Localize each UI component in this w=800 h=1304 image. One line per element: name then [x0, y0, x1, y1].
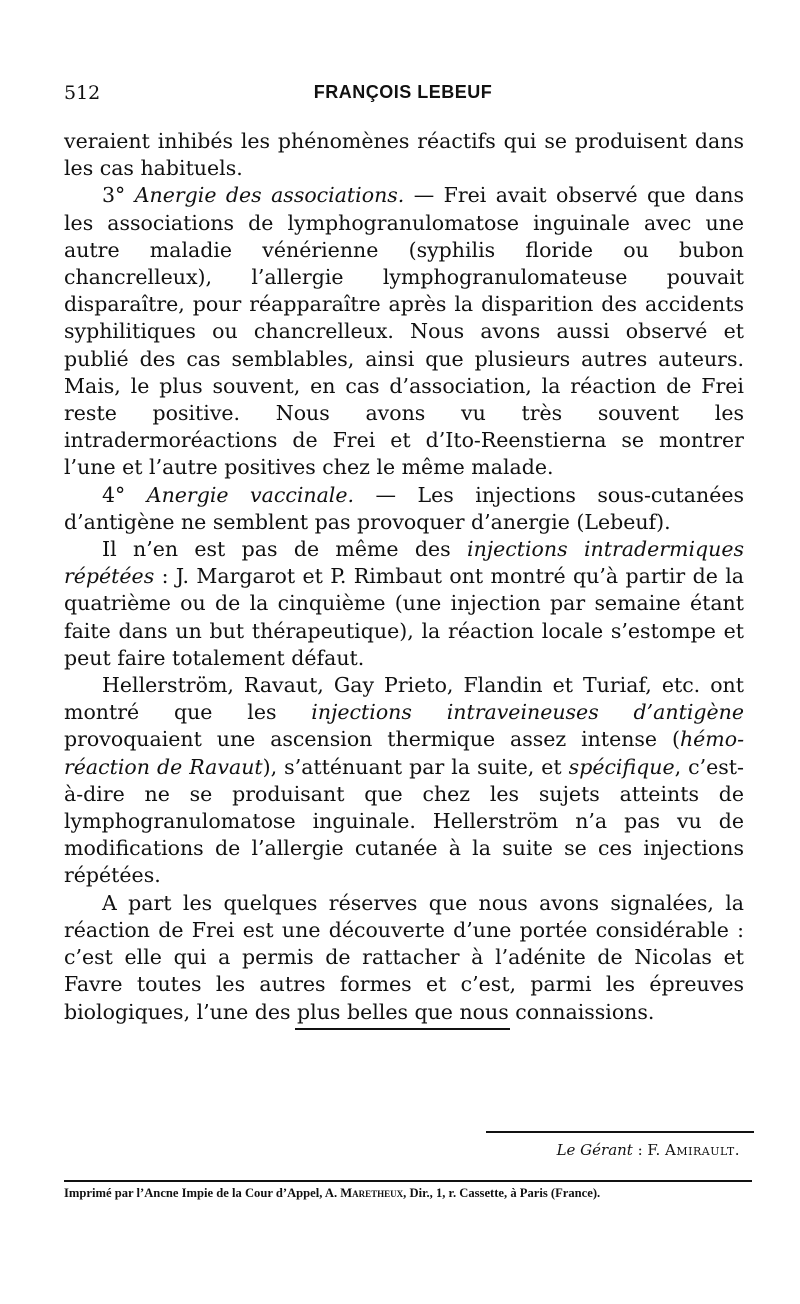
gerant-name: Amirault. — [665, 1141, 740, 1159]
section-separator — [295, 1028, 510, 1030]
page-header — [64, 82, 742, 112]
paragraph-6 — [64, 890, 744, 1026]
paragraph-4 — [64, 536, 744, 672]
imprint-text: Imprimé par l’Ancne Impie de la Cour d’Appel, A. — [64, 1186, 341, 1200]
paragraph-2 — [64, 182, 744, 481]
gerant-line — [557, 1141, 740, 1159]
paragraph-6-text: A part les quelques réserves que nous avons signalées, la réaction de Frei est une découverte d’une portée considérable : c’est elle qui a permis de rattacher à l’adénite de Nicolas et Favre toutes les autres formes et c’est, parmi les épreuves biologiques, l’une des plus belles que nous connaissions. — [64, 890, 744, 1024]
footer-rule — [486, 1131, 754, 1133]
paragraph-5-text: Hellerström, Ravaut, Gay Prieto, Flandin et Turiaf, etc. ont montré que les — [64, 673, 744, 725]
imprint-rule — [64, 1180, 752, 1182]
paragraph-2-text: — Frei avait observé que dans les associations de lymphogranulomatose inguinale avec une autre maladie vénérienne (syphilis floride ou bubon chancrelleux), l’allergie lymphogranulomateuse pouvait disparaître, pour réapparaître après la disparition des accidents syphilitiques ou chancrelleux. Nous avons aussi observé et publié des cas semblables, ainsi que plusieurs autres auteurs. Mais, le plus souvent, en cas d’association, la réaction de Frei reste positive. Nous avons vu très souvent les intradermoréactions de Frei et d’Ito-Reenstierna se montrer l’une et l’autre positives chez le même malade. — [64, 183, 744, 480]
section-title: Anergie vaccinale. — [146, 482, 354, 507]
gerant-separator: : F. — [632, 1141, 666, 1159]
paragraph-1-text: veraient inhibés les phénomènes réactifs qui se produisent dans les cas habituels. — [64, 129, 744, 181]
paragraph-3 — [64, 482, 744, 536]
gerant-label: Le Gérant — [556, 1141, 633, 1159]
imprint-text: , Dir., 1, r. Cassette, à Paris (France). — [403, 1186, 601, 1200]
emphasis: spécifique — [568, 754, 675, 779]
paragraph-5-text: provoquaient une ascension thermique assez intense ( — [64, 727, 680, 752]
section-number: 4° — [102, 482, 147, 507]
paragraph-5-text: , c’est-à-dire ne se produisant que chez les sujets atteints de lymphogranulomatose inguinale. Hellerström n’a pas vu de modifications de l’allergie cutanée à la suite se ces injections répétées. — [64, 754, 744, 888]
paragraph-4-text: Il n’en est pas de même des — [102, 537, 468, 562]
imprint-director: Maretheux — [340, 1186, 404, 1200]
emphasis: injections intradermiques répétées — [64, 537, 745, 589]
paragraph-5 — [64, 672, 744, 890]
paragraph-3-text: — Les injections sous-cutanées d’antigène ne semblent pas provoquer d’anergie (Lebeuf). — [64, 482, 744, 534]
page-number: 512 — [64, 82, 101, 104]
imprint-line — [64, 1186, 752, 1201]
emphasis: hémo-réaction de Ravaut — [64, 727, 744, 779]
paragraph-4-text: : J. Margarot et P. Rimbaut ont montré qu’à partir de la quatrième ou de la cinquième (une injection par semaine étant faite dans un but thérapeutique), la réaction locale s’estompe et peut faire totalement défaut. — [64, 564, 744, 670]
paragraph-5-text: ), s’atténuant par la suite, et — [262, 754, 569, 779]
body-text — [64, 128, 744, 1026]
emphasis: injections intraveineuses d’antigène — [311, 700, 744, 725]
running-head: FRANÇOIS LEBEUF — [313, 82, 493, 102]
section-number: 3° — [102, 183, 135, 208]
paragraph-1 — [64, 128, 744, 182]
section-title: Anergie des associations. — [134, 183, 405, 208]
